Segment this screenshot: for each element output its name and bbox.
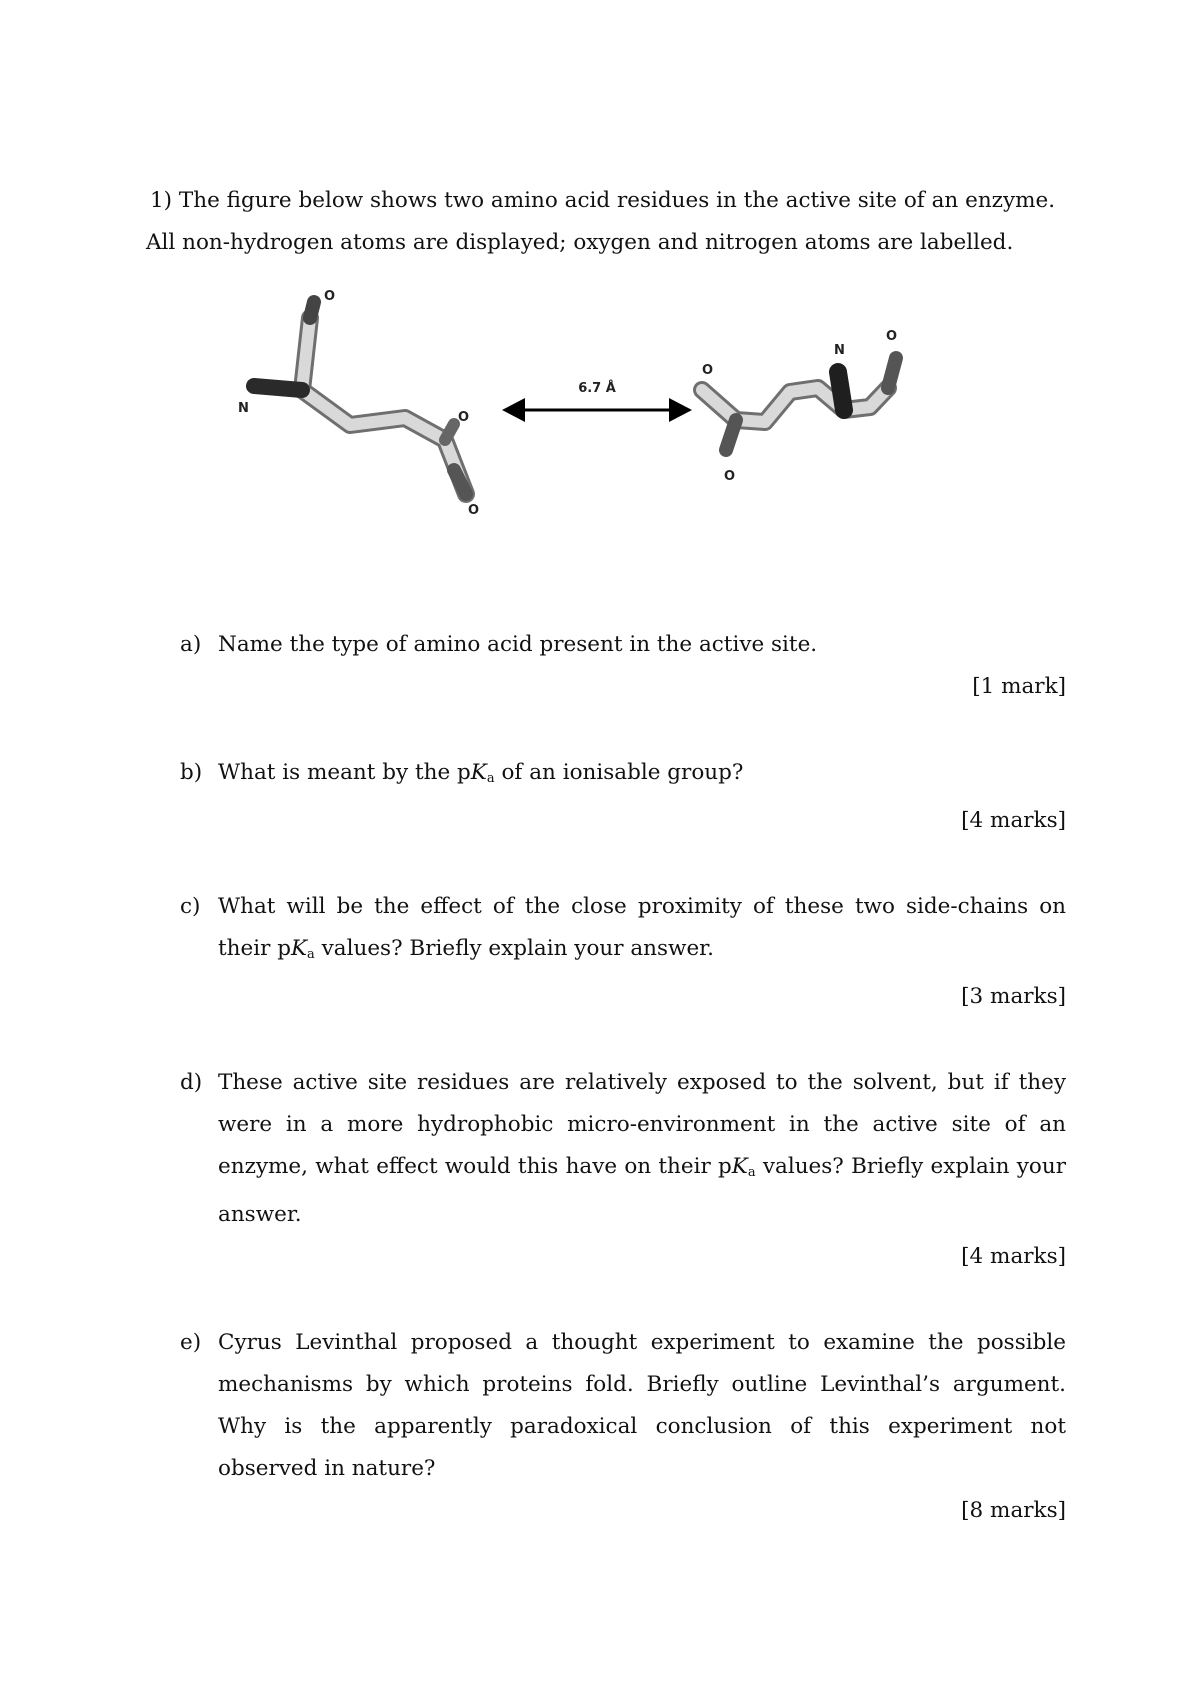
distance-label: 6.7 Å bbox=[578, 381, 616, 396]
right-o-end-bond bbox=[888, 358, 896, 388]
distance-arrow bbox=[502, 380, 692, 422]
pka-k: K bbox=[731, 1154, 748, 1179]
atom-label-o: O bbox=[724, 469, 736, 484]
question-number: 1) bbox=[150, 188, 173, 213]
atom-label-o: O bbox=[702, 363, 714, 378]
left-o-top-bond bbox=[310, 302, 314, 318]
atom-label-o: O bbox=[886, 329, 898, 344]
active-site-figure bbox=[238, 289, 960, 564]
part-letter: a) bbox=[180, 632, 202, 657]
marks-label: [4 marks] bbox=[961, 1244, 1066, 1269]
marks-label: [3 marks] bbox=[961, 984, 1066, 1009]
question-parts bbox=[180, 624, 1066, 1532]
left-residue bbox=[238, 289, 479, 518]
right-residue bbox=[702, 329, 897, 484]
right-n-bond bbox=[838, 372, 844, 410]
atom-label-o: O bbox=[468, 503, 480, 518]
part-letter: e) bbox=[180, 1330, 202, 1355]
pka-subscript: a bbox=[486, 771, 495, 786]
marks-label: [8 marks] bbox=[961, 1498, 1066, 1523]
part-text bbox=[218, 752, 1066, 800]
left-o-mid-bond bbox=[445, 424, 454, 440]
part-e bbox=[180, 1322, 1066, 1532]
part-text-after: of an ionisable group? bbox=[494, 760, 744, 785]
atom-label-o: O bbox=[458, 410, 470, 425]
pka-k: K bbox=[290, 936, 308, 961]
part-text: Name the type of amino acid present in the active site. bbox=[218, 632, 818, 657]
residue-stick-model bbox=[238, 289, 960, 560]
question-intro bbox=[146, 180, 1066, 264]
atom-label-n: N bbox=[238, 401, 249, 416]
atom-label-n: N bbox=[834, 343, 845, 358]
right-o-bottom-bond bbox=[726, 420, 736, 450]
question-intro-text: The figure below shows two amino acid residues in the active site of an enzyme. All non-hydrogen atoms are displayed; oxygen and nitrogen atoms are labelled. bbox=[146, 188, 1056, 255]
part-letter: b) bbox=[180, 760, 203, 785]
part-letter: c) bbox=[180, 894, 201, 919]
part-text-before: What will be the effect of the close proximity of these two side-chains on their p bbox=[218, 894, 1066, 961]
pka-subscript: a bbox=[307, 947, 315, 962]
part-b bbox=[180, 752, 1066, 842]
marks-label: [4 marks] bbox=[961, 808, 1066, 833]
part-letter: d) bbox=[180, 1070, 203, 1095]
left-n-bond bbox=[254, 386, 302, 390]
part-a bbox=[180, 624, 1066, 708]
part-text: Cyrus Levinthal proposed a thought experiment to examine the possible mechanisms by which proteins fold. Briefly outline Levinthal’s argument. Why is the apparently paradoxical conclusion of this experiment not observed in nature? bbox=[218, 1330, 1066, 1481]
part-text-after: values? Briefly explain your answer. bbox=[218, 1154, 1066, 1227]
part-d bbox=[180, 1062, 1066, 1278]
pka-k: K bbox=[470, 760, 487, 785]
pka-subscript: a bbox=[747, 1165, 756, 1180]
part-text-before: These active site residues are relatively exposed to the solvent, but if they were in a more hydrophobic micro-environment in the active site of an enzyme, what effect would this have on their p bbox=[218, 1070, 1066, 1179]
marks-label: [1 mark] bbox=[972, 674, 1066, 699]
part-text-after: values? Briefly explain your answer. bbox=[314, 936, 714, 961]
part-text-before: What is meant by the p bbox=[218, 760, 471, 785]
part-text bbox=[218, 886, 1066, 976]
part-c bbox=[180, 886, 1066, 1018]
part-text bbox=[218, 1062, 1066, 1236]
atom-label-o: O bbox=[324, 289, 336, 304]
